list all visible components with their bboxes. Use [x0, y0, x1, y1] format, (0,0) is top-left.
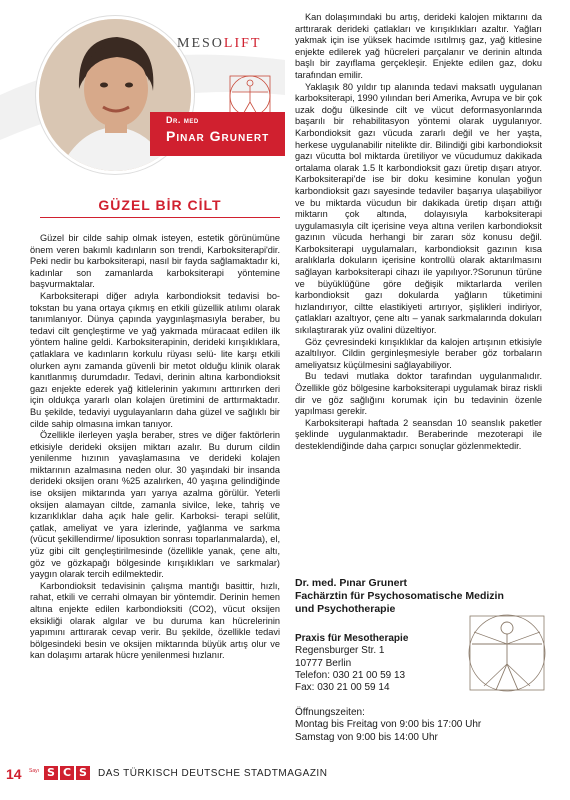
article-column-right [295, 12, 542, 453]
magazine-title: DAS TÜRKISCH DEUTSCHE STADTMAGAZIN [98, 768, 328, 779]
article-column-left [30, 233, 280, 662]
paragraph: Karboksiterapi haftada 2 seansdan 10 seanslık paketler şeklinde uygulanmaktadır. Beraberinde mezoterapi ile desteklendiğinde daha çarpıcı sonuçlar gözlenmektedir. [295, 417, 542, 451]
opening-hours [295, 707, 555, 744]
practice-fax: Fax: 030 21 00 59 14 [295, 682, 390, 694]
paragraph: Bu tedavi mutlaka doktor tarafından uygulanmalıdır. Özellikle göz bölgesine karboksiterapi uygulamak biraz riskli dir ve göz sağlığını korumak için bu tedavinin özenle yapılması gerekir. [295, 371, 542, 417]
hours-saturday: Samstag von 9:00 bis 14:00 Uhr [295, 731, 438, 743]
doctor-title: Dr. med [166, 115, 199, 125]
logo-letter: C [60, 766, 74, 780]
practice-name: Praxis für Mesotherapie [295, 633, 409, 644]
paragraph: Karboksiterapi diğer adıyla karbondioksit tedavisi bo-tokstan bu yana ortaya çıkmış en etkili güzellik atılımı olarak tanımlanıyor. Dünya çapında yaygınlaşmasıyla beraber, bu tedavi cilt gençleştirme ve yağ yakmada müracaat edilen ilk yöntem haline geldi. Karboksiterapinin, derideki kırışıklıklara, çatlaklara ve kadınların korkulu rüyası selü- lite karşı etkili olurken aynı zamanda güvenli bir metot olduğu klinik olarak kanıtlanmış durumdadır. Tedavi, derinin altına karbondioksit gazı enjekte ederek yağ kitlelerinin yakımını arttırırken deri için oldukça yararlı olan kolajen üretimini de arttırmaktadır. Bu şekilde, tedaviyi uygulayanların daha güzel ve sağlıklı bir cilde sahip olmasına imkan tanıyor. [30, 290, 280, 429]
issue-label: Sayı [29, 768, 40, 774]
practice-street: Regensburger Str. 1 [295, 645, 385, 657]
vitruvian-man-illustration [464, 610, 550, 696]
heading-divider [40, 217, 280, 218]
brand-logo: MESOLIFT [177, 36, 262, 51]
signature-title: Fachärztin für Psychosomatische Medizin [295, 590, 504, 602]
practice-city: 10777 Berlin [295, 657, 352, 669]
logo-letter: S [76, 766, 90, 780]
hours-label: Öffnungszeiten: [295, 707, 365, 718]
paragraph: Kan dolaşımındaki bu artış, derideki kalojen miktarını da arttırarak derideki çatlakları ve kırışıklıkları azaltır. Yağları yakmak için ise yüksek hacimde ısıtılmış gaz, yağ kitlesine enjekte edilerek yağ hücreleri parçalanır ve derinin altında başlı bir zayıflama gerçekleşir. Enjekte edilen gaz, doku tarafından emilir. [295, 12, 542, 80]
practice-phone: Telefon: 030 21 00 59 13 [295, 669, 406, 681]
doctor-name: Pınar Grunert [166, 128, 270, 144]
page-number: 14 [6, 766, 22, 782]
signature-title-cont: und Psychotherapie [295, 603, 396, 615]
paragraph: Karbondioksit tedavisinin çalışma mantığı basittir, hızlı, rahat, etkili ve cerrahi olmayan bir yöntemdir. Derinin hemen altına enjekte edilen karbondioksiti (CO2), vücut oksijen eksikliği olarak algılar ve bu duruma kan hücrelerinin yapımını arttırarak cevap verir. Bu şekilde, özellikle tedavi bölgesindeki besin ve oksijen miktarında büyük artış olur ve kan dolaşımı artarak hücre yenilenmesi hızlanır. [30, 580, 280, 661]
logo-letter: S [44, 766, 58, 780]
paragraph: Göz çevresindeki kırışıklıklar da kalojen artışının etkisiyle azaltılıyor. Cildin gerginleşmesiyle beraber göz torbaların ameliyatsız küçülmesini sağlayabiliyor. [295, 336, 542, 370]
page-footer [0, 762, 570, 800]
hours-weekdays: Montag bis Freitag von 9:00 bis 17:00 Uhr [295, 719, 482, 731]
paragraph: Güzel bir cilde sahip olmak isteyen, estetik görünümüne önem veren bakımlı kadınların son trendi, Karboksiterapi'dir. Peki nedir bu karboksiterapi, nasıl bir fayda sağlamaktadır ki, kadınlar son zamanlarda karboksiterapi yöntemine başvurmaktalar. [30, 233, 280, 290]
header-banner [0, 0, 285, 180]
paragraph: Yaklaşık 80 yıldır tıp alanında tedavi maksatlı uygulanan karboksiterapi, 1990 yılından beri Amerika, Avrupa ve bir çok uzak doğu ülkesinde cilt ve vücut deformasyonlarında başarılı bir rehabilitasyon yöntemi olarak uygulanıyor. Karbondioksit gazı vücuda zararlı değil ve her yaşta, herkese uygulanabilir nitelikte dir. Bilindiği gibi karbondioksit gazı vücutta bol miktarda üretiliyor ve vücudumuz dakikada ortalama olarak 1.5 lt karbondioksit gazı üretip dışarı atıyor. Karboksiterapi'de ise bir doku kesimine konulan yoğun karbondioksit gazı sayesinde tedaviler başarıya ulaşabiliyor ve bu miktarda vücudun bir dakikada üretip dışarı attığı miktarın çok altında, dolayısıyla karboksiterapi uygulamasıyla cilt içerisine veya altına verilen karbondioksit gazının vücuda herhangi bir zararı söz konusu değil. Karboksiterapi uygulamaları, karbondioksit gazının kısa aralıklarla dokuların içerisine kontrollü olarak aktarılmasını sağlayan karboksiterapi cihazı ile yapılıyor.?Sorunun türüne ve büyüklüğüne göre değişik miktarlarda verilen karbondioksit gazı dokularda yağların tüketimini hızlandırıyor, ciltte elastikiyeti artırıyor, şişlikleri indiriyor, çatlakları azaltıyor, çene altı – yanak sarkmalarında dokuları sıkılaştırarak yüz ovalini düzeltiyor. [295, 81, 542, 336]
article-heading: GÜZEL BİR CİLT [98, 197, 222, 213]
practice-address [295, 633, 465, 694]
signature-name: Dr. med. Pınar Grunert [295, 577, 408, 589]
magazine-logo [44, 766, 90, 780]
paragraph: Özellikle ilerleyen yaşla beraber, stres ve diğer faktörlerin etkisiyle derideki oksijen miktarı azalır. Bu durum cildin yenilenme hızının yavaşlamasına ve derideki kolajen miktarının azalmasına neden olur. 30 yaşındaki bir insanda derideki oksijen oranı %25 azalırken, 40 yaşına gelindiğinde ise oksijen miktarında yarı yarıya azalma görülür. Yeterli oksijen alamayan ciltde, zamanla sivilce, leke, tahriş ve kızarıklıklar daha açık hale gelir. Karboksi- terapi selülit, çatlak, ameliyat ve yara izlerinde, yağlanma ve sarkma (vücut şekillendirme/ liposuktion sonrası toparlanmalarda), el, yüz gibi cilt gençleştirilmesinde (özellikle yanak, çene altı, göz ve gözkapağı bölgesinde kırışıklıkları ve sarkmalar) yaygın olarak tercih edilmektedir. [30, 430, 280, 580]
doctor-name-bar [150, 112, 285, 156]
